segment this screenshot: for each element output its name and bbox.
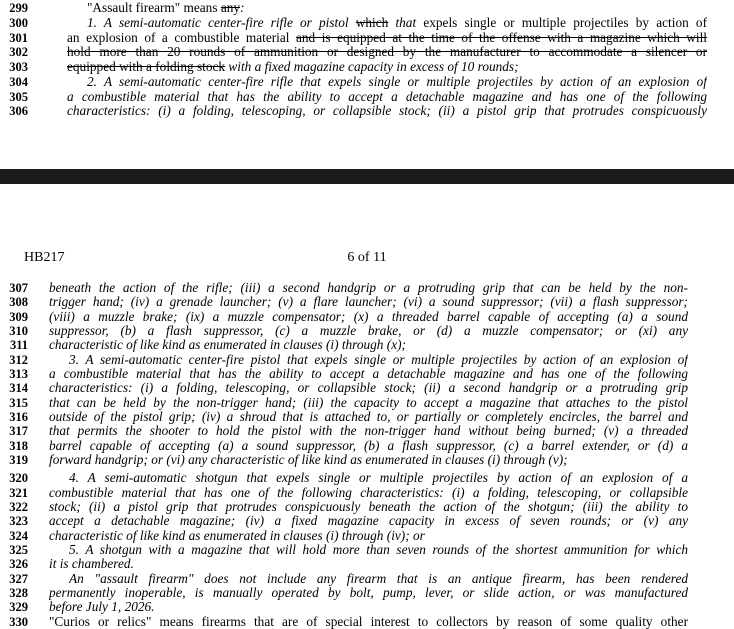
line-text xyxy=(49,295,688,309)
line-329 xyxy=(0,600,734,614)
inserted-text: 3. A semi-automatic center-fire pistol that expels single or multiple projectiles by action of an explosion of xyxy=(69,353,688,367)
line-text xyxy=(67,60,519,74)
line-317 xyxy=(0,424,734,438)
inserted-text: (viii) a muzzle brake; (ix) a muzzle compensator; (x) a threaded barrel capable of accepting (a) a sound xyxy=(49,310,688,324)
deleted-text: hold more than 20 rounds of ammunition or designed by the manufacturer to accommodate a silencer or xyxy=(67,45,707,59)
inserted-text: permanently inoperable, is manually operated by bolt, pump, lever, or slide action, or was manufactured xyxy=(49,586,688,600)
line-300 xyxy=(0,16,734,30)
line-text xyxy=(49,324,688,338)
line-308 xyxy=(0,295,734,309)
line-text xyxy=(49,529,425,543)
line-text xyxy=(69,543,688,557)
deleted-text: which xyxy=(355,16,389,30)
line-number: 312 xyxy=(9,353,28,367)
line-number: 311 xyxy=(9,338,28,352)
line-number: 315 xyxy=(9,396,28,410)
line-number: 303 xyxy=(9,60,28,74)
deleted-text: equipped with a folding stock xyxy=(67,59,226,74)
inserted-text: outside of the pistol grip; (iv) a shroud that is attached to, or partially or completely encircles, the barrel and xyxy=(49,410,688,424)
line-text xyxy=(49,281,688,295)
line-316 xyxy=(0,410,734,424)
line-text xyxy=(49,557,134,571)
line-number: 322 xyxy=(9,500,28,514)
line-320 xyxy=(0,471,734,485)
inserted-text: a combustible material that has the ability to accept a detachable magazine and has one of the following xyxy=(49,367,688,381)
line-number: 301 xyxy=(9,31,28,45)
inserted-text: : xyxy=(240,0,245,15)
inserted-text: beneath the action of the rifle; (iii) a second handgrip or a protruding grip that can be held by the non- xyxy=(49,281,688,295)
inserted-text: accept a detachable magazine; (iv) a fixed magazine capacity in excess of seven rounds; or (v) any xyxy=(49,514,688,528)
line-number: 320 xyxy=(9,471,28,485)
line-306 xyxy=(0,104,734,118)
line-number: 329 xyxy=(9,600,28,614)
line-text: characteristics: (i) a folding, telescoping, or collapsible stock; (ii) a pistol grip that protrudes conspicuously xyxy=(67,104,707,118)
inserted-text: before July 1, 2026. xyxy=(49,599,155,614)
line-text xyxy=(49,486,688,500)
line-324 xyxy=(0,529,734,543)
line-326 xyxy=(0,557,734,571)
line-number: 299 xyxy=(9,1,28,15)
line-text: a combustible material that has the ability to accept a detachable magazine and has one of the following xyxy=(67,90,707,104)
line-number: 318 xyxy=(9,439,28,453)
line-number: 309 xyxy=(9,310,28,324)
line-number: 300 xyxy=(9,16,28,30)
line-318 xyxy=(0,439,734,453)
line-number: 324 xyxy=(9,529,28,543)
line-text xyxy=(69,572,688,586)
line-text xyxy=(49,367,688,381)
line-305 xyxy=(0,90,734,104)
line-312 xyxy=(0,353,734,367)
line-text xyxy=(49,424,688,438)
text-segment: expels single or multiple projectiles by action of xyxy=(416,16,707,30)
inserted-text: 5. A shotgun with a magazine that will hold more than seven rounds of the shortest ammunition for which xyxy=(69,543,688,557)
line-text xyxy=(49,439,688,453)
inserted-text: suppressor, (b) a flash suppressor, (c) a muzzle brake, or (d) a muzzle compensator; or (xi) any xyxy=(49,324,688,338)
line-number: 314 xyxy=(9,381,28,395)
deleted-text: any xyxy=(220,0,241,15)
inserted-text: characteristic of like kind as enumerated in clauses (i) through (x); xyxy=(49,337,406,352)
line-number: 319 xyxy=(9,453,28,467)
line-number: 327 xyxy=(9,572,28,586)
page-separator xyxy=(0,169,734,184)
line-text xyxy=(67,45,707,59)
line-number: 326 xyxy=(9,557,28,571)
line-text xyxy=(49,615,688,629)
inserted-text: that xyxy=(388,16,417,30)
line-text xyxy=(49,410,688,424)
line-299 xyxy=(0,1,734,15)
inserted-text: barrel capable of accepting (a) a sound suppressor, (b) a flash suppressor, (c) a barrel extender, or (d) a xyxy=(49,439,688,453)
line-text xyxy=(87,16,707,30)
text-segment: "Curios or relics" means firearms that are of special interest to collectors by reason of some quality other xyxy=(49,615,688,629)
line-323 xyxy=(0,514,734,528)
inserted-text: 1. A semi-automatic center-fire rifle or pistol xyxy=(87,16,356,30)
line-number: 316 xyxy=(9,410,28,424)
line-314 xyxy=(0,381,734,395)
line-text xyxy=(49,600,155,614)
line-number: 308 xyxy=(9,295,28,309)
line-text xyxy=(49,381,688,395)
line-328 xyxy=(0,586,734,600)
line-text xyxy=(49,514,688,528)
line-304 xyxy=(0,75,734,89)
line-number: 313 xyxy=(9,367,28,381)
line-309 xyxy=(0,310,734,324)
inserted-text: combustible material that has one of the following characteristics: (i) a folding, telescoping, or collapsible xyxy=(49,486,688,500)
line-number: 306 xyxy=(9,104,28,118)
line-322 xyxy=(0,500,734,514)
line-310 xyxy=(0,324,734,338)
line-text xyxy=(49,338,406,352)
line-text xyxy=(49,310,688,324)
inserted-text: characteristic of like kind as enumerated in clauses (i) through (iv); or xyxy=(49,528,425,543)
line-325 xyxy=(0,543,734,557)
inserted-text: with a fixed magazine capacity in excess of 10 rounds; xyxy=(225,59,519,74)
deleted-text: and is equipped at the time of the offense with a magazine which will xyxy=(295,31,707,45)
line-text xyxy=(67,31,707,45)
line-number: 305 xyxy=(9,90,28,104)
inserted-text: it is chambered. xyxy=(49,556,134,571)
line-number: 328 xyxy=(9,586,28,600)
line-number: 321 xyxy=(9,486,28,500)
line-number: 317 xyxy=(9,424,28,438)
line-number: 325 xyxy=(9,543,28,557)
line-number: 302 xyxy=(9,45,28,59)
line-301 xyxy=(0,31,734,45)
line-313 xyxy=(0,367,734,381)
line-text xyxy=(49,500,688,514)
line-text: 2. A semi-automatic center-fire rifle that expels single or multiple projectiles by action of an explosion of xyxy=(87,75,707,89)
line-text xyxy=(69,471,688,485)
line-number: 304 xyxy=(9,75,28,89)
line-321 xyxy=(0,486,734,500)
line-number: 307 xyxy=(9,281,28,295)
inserted-text: trigger hand; (iv) a grenade launcher; (v) a flare launcher; (vi) a sound suppressor; (vii) a flash suppressor; xyxy=(49,295,688,309)
inserted-text: 4. A semi-automatic shotgun that expels single or multiple projectiles by action of an explosion of a xyxy=(69,471,688,485)
inserted-text: that permits the shooter to hold the pistol with the non-trigger hand without being burned; (v) a threaded xyxy=(49,424,688,438)
line-311 xyxy=(0,338,734,352)
inserted-text: stock; (ii) a pistol grip that protrudes conspicuously beneath the action of the shotgun; (iii) the ability to xyxy=(49,500,688,514)
line-307 xyxy=(0,281,734,295)
page-number: 6 of 11 xyxy=(347,250,387,265)
line-327 xyxy=(0,572,734,586)
text-segment: an explosion of a combustible material xyxy=(67,31,296,45)
line-text xyxy=(69,353,688,367)
line-number: 310 xyxy=(9,324,28,338)
inserted-text: that can be held by the non-trigger hand; (iii) the capacity to accept a magazine that attaches to the pistol xyxy=(49,396,688,410)
line-303 xyxy=(0,60,734,74)
page-header xyxy=(0,250,734,266)
line-330 xyxy=(0,615,734,629)
bill-number: HB217 xyxy=(24,250,65,265)
line-text xyxy=(49,396,688,410)
inserted-text: forward handgrip; or (vi) any characteristic of like kind as enumerated in clauses (i) through (v); xyxy=(49,452,568,467)
line-number: 323 xyxy=(9,514,28,528)
line-text xyxy=(87,1,244,15)
line-text xyxy=(49,453,568,467)
text-segment: "Assault firearm" means xyxy=(87,0,221,15)
inserted-text: An "assault firearm" does not include any firearm that is an antique firearm, has been rendered xyxy=(69,572,688,586)
line-302 xyxy=(0,45,734,59)
line-number: 330 xyxy=(9,615,28,629)
line-315 xyxy=(0,396,734,410)
line-319 xyxy=(0,453,734,467)
line-text xyxy=(49,586,688,600)
inserted-text: characteristics: (i) a folding, telescoping, or collapsible stock; (ii) a second handgrip or a protruding grip xyxy=(49,381,688,395)
